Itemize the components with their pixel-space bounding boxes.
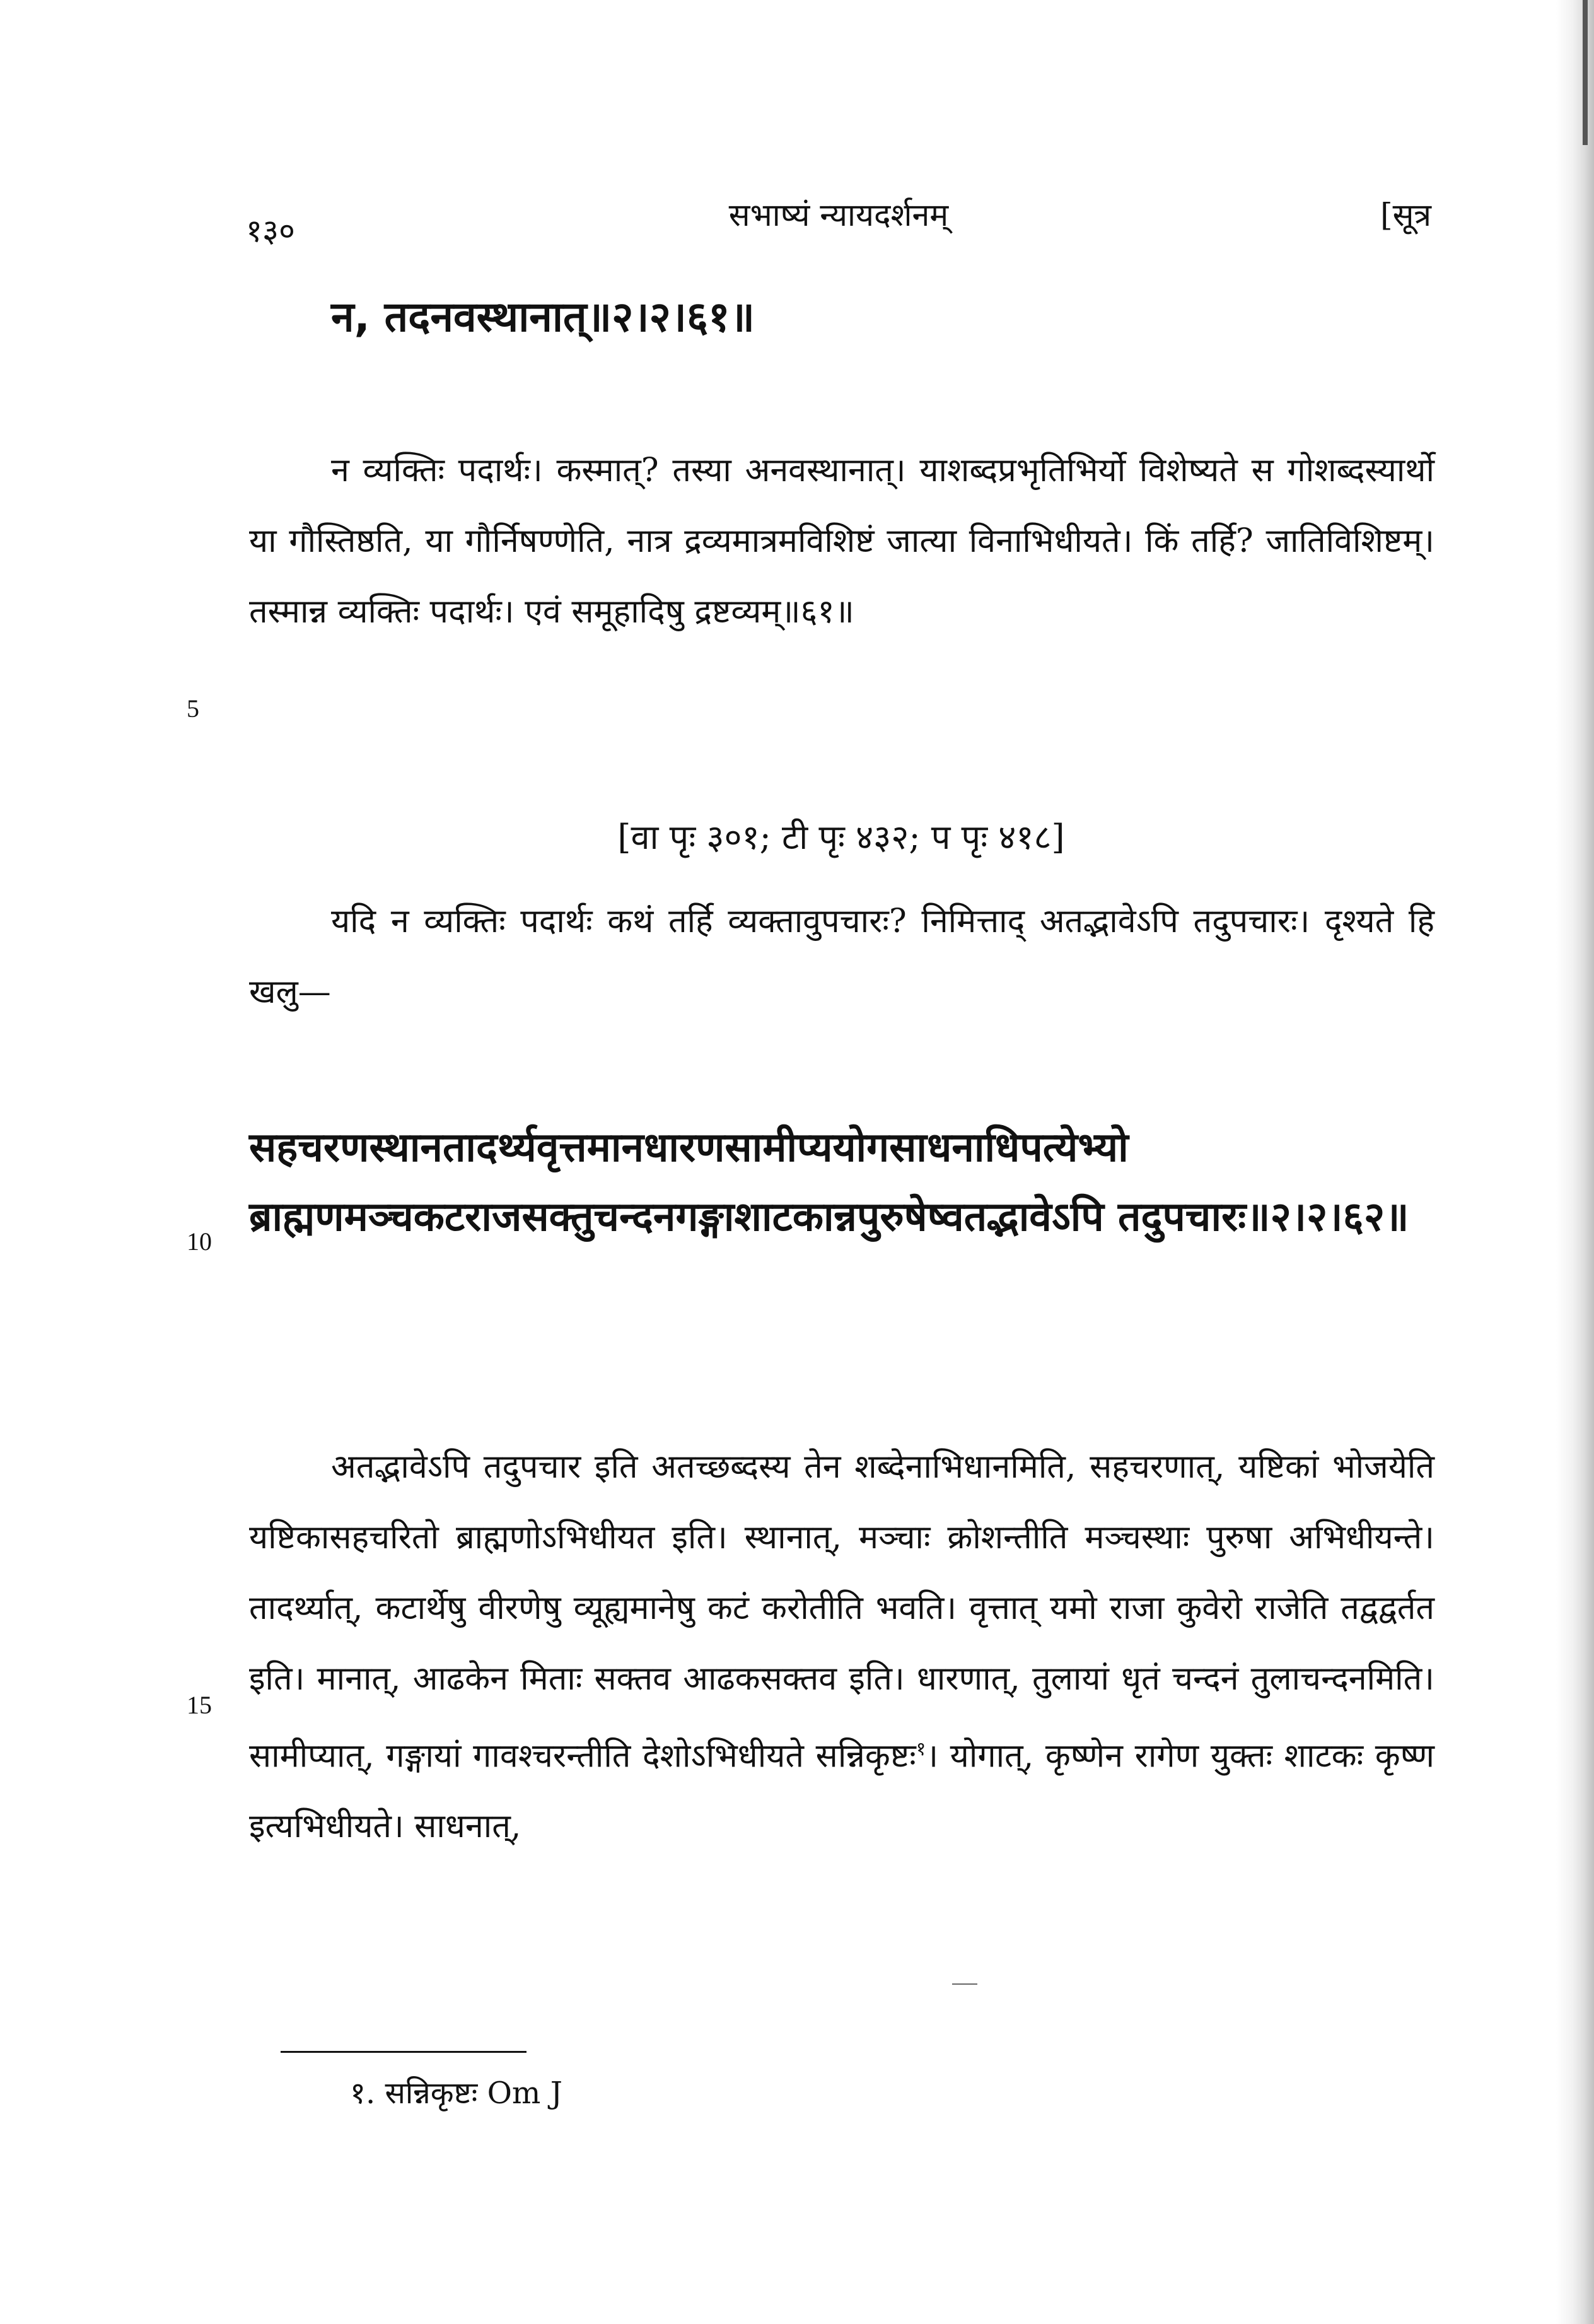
section-marker: [सूत्र xyxy=(1380,197,1431,233)
print-mark xyxy=(952,1983,977,1985)
page-number: १३० xyxy=(246,213,295,249)
line-number-5: 5 xyxy=(187,694,199,723)
scan-edge-mark xyxy=(1583,0,1588,145)
running-title: सभाष्यं न्यायदर्शनम् xyxy=(728,197,949,233)
sutra-heading-61: न, तदनवस्थानात्॥२।२।६१॥ xyxy=(331,293,755,341)
commentary-paragraph-2: यदि न व्यक्तिः पदार्थः कथं तर्हि व्यक्तावुपचारः? निमित्ताद् अतद्भावेऽपि तदुपचारः। दृश्यते हि खलु— xyxy=(249,902,1434,1011)
commentary-paragraph-1: न व्यक्तिः पदार्थः। कस्मात्? तस्या अनवस्थानात्। याशब्दप्रभृतिभिर्यो विशेष्यते स गोशब्दस्यार्थो या गौस्तिष्ठति, या गौर्निषण्णेति, नात्र द्रव्यमात्रमविशिष्टं जात्या विनाभिधीयते। किं तर्हि? जातिविशिष्टम्। तस्मान्न व्यक्तिः पदार्थः। एवं समूहादिषु द्रष्टव्यम्॥६१॥ xyxy=(249,452,1434,631)
line-number-15: 15 xyxy=(187,1691,212,1719)
footnote-divider xyxy=(281,2051,526,2053)
commentary-paragraph-3 xyxy=(249,1432,1434,1862)
commentary-paragraph-3-text: अतद्भावेऽपि तदुपचार इति अतच्छब्दस्य तेन शब्देनाभिधानमिति, सहचरणात्, यष्टिकां भोजयेति यष्टिकासहचरितो ब्राह्मणोऽभिधीयत इति। स्थानात्, मञ्चाः क्रोशन्तीति मञ्चस्थाः पुरुषा अभिधीयन्ते। तादर्थ्यात्, कटार्थेषु वीरणेषु व्यूह्यमानेषु कटं करोतीति भवति। वृत्तात् यमो राजा कुवेरो राजेति तद्वद्वर्तत इति। मानात्, आढकेन मिताः सक्तव आढकसक्तव इति। धारणात्, तुलायां धृतं चन्दनं तुलाचन्दनमिति। सामीप्यात्, गङ्गायां गावश्चरन्तीति देशोऽभिधीयते सन्निकृष्टः xyxy=(249,1448,1434,1775)
page-header xyxy=(246,189,1431,249)
footnote: १. सन्निकृष्टः Om J xyxy=(350,2076,562,2111)
reference-citation: [वा पृः ३०१; टी पृः ४३२; प पृः ४१८] xyxy=(617,817,1065,857)
sutra-heading-62: सहचरणस्थानतादर्थ्यवृत्तमानधारणसामीप्ययोगसाधनाधिपत्येभ्यो ब्राह्मणमञ्चकटराजसक्तुचन्दनगङ्गाशाटकान्नपुरुषेष्वतद्भावेऽपि तदुपचारः॥२।२।६२॥ xyxy=(249,1124,1409,1241)
footnote-reference-mark: १ xyxy=(916,1738,926,1760)
line-number-10: 10 xyxy=(187,1227,212,1256)
commentary-paragraph-3-end: । योगात्, कृष्णेन रागेण युक्तः शाटकः कृष्ण इत्यभिधीयते। साधनात्, xyxy=(249,1737,1434,1846)
scan-edge-shadow xyxy=(1556,0,1594,2324)
